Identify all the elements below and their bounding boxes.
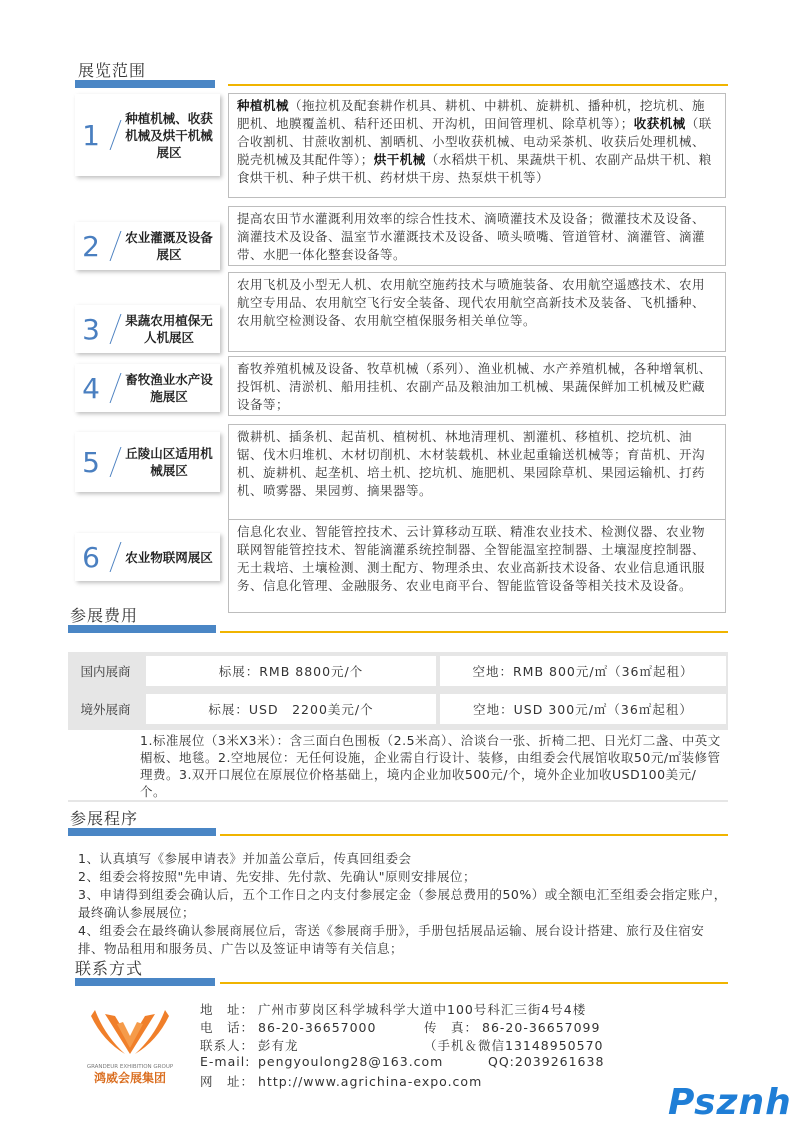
logo-emblem-icon xyxy=(75,996,185,1086)
contact-email: E-mail: pengyoulong28@163.com QQ:2039261638 xyxy=(200,1054,605,1069)
zone-category-items: （联合收割机、甘蔗收割机、割晒机、小型收获机械、电动采茶机、收获后处理机械、脱壳机械及其配件等）； xyxy=(237,116,712,167)
procedure-step: 1、认真填写《参展申请表》并加盖公章后，传真回组委会 xyxy=(78,851,412,866)
email-link[interactable]: pengyoulong28@163.com xyxy=(258,1054,444,1069)
zone-2-description: 提高农田节水灌溉利用效率的综合性技术、滴喷灌技术及设备；微灌技术及设备、滴灌技术及设备、温室节水灌溉技术及设备、喷头喷嘴、管道管材、滴灌管、滴灌带、水肥一体化整套设备等。 xyxy=(228,206,726,266)
zone-category-heading: 种植机械 xyxy=(237,98,290,113)
zone-name: 农业灌溉及设备展区 xyxy=(125,230,213,262)
zone-category-items: （水稻烘干机、果蔬烘干机、农副产品烘干机、粮食烘干机、种子烘干机、药材烘干房、热泵烘干机等） xyxy=(237,152,712,185)
scope-title-bar xyxy=(75,80,215,88)
zone-number: 2 xyxy=(82,229,100,263)
zone-number: 1 xyxy=(82,118,100,152)
zone-6-description: 信息化农业、智能管控技术、云计算移动互联、精准农业技术、检测仪器、农业物联网智能管控技术、智能滴灌系统控制器、全智能温室控制器、土壤湿度控制器、无土栽培、土壤检测、测土配方、物理杀虫、农业高新技术设备、农业信息通讯服务、信息化管理、金融服务、农业电商平台、智能监管设备等相关技术及设备。 xyxy=(228,519,726,613)
procedure-title-bar xyxy=(68,828,216,836)
zone-category-heading: 烘干机械 xyxy=(373,152,426,167)
contact-address: 地 址： 广州市萝岗区科学城科学大道中100号科汇三街4号4楼 xyxy=(200,1002,587,1017)
scope-title-line xyxy=(228,84,728,86)
fee-space: 空地：USD 300元/㎡（36㎡起租） xyxy=(440,694,726,724)
procedure-step: 3、申请得到组委会确认后，五个工作日之内支付参展定金（参展总费用的50%）或全额电汇至组委会指定账户，最终确认参展展位； xyxy=(78,887,727,920)
fee-title-line xyxy=(220,631,728,633)
zone-4-description: 畜牧养殖机械及设备、牧草机械（系列）、渔业机械、水产养殖机械，各种增氧机、投饵机、清淤机、船用挂机、农副产品及粮油加工机械、果蔬保鲜加工机械及贮藏设备等； xyxy=(228,356,726,416)
svg-text:鸿威会展集团: 鸿威会展集团 xyxy=(93,1071,167,1085)
fee-standard: 标展：RMB 8800元/个 xyxy=(146,656,436,686)
zone-1-label xyxy=(75,94,220,176)
fee-section-title: 参展费用 xyxy=(70,606,139,625)
zone-name: 畜牧渔业水产设施展区 xyxy=(125,372,213,404)
procedure-step: 2、组委会将按照"先申请、先安排、先付款、先确认"原则安排展位； xyxy=(78,869,476,884)
fee-row-notes xyxy=(68,728,728,802)
fee-title-bar xyxy=(68,625,216,633)
zone-3-description: 农用飞机及小型无人机、农用航空施药技术与喷施装备、农用航空遥感技术、农用航空专用品、农用航空飞行安全装备、现代农用航空高新技术及装备、飞机播种、农用航空检测设备、农用航空植保服务相关单位等。 xyxy=(228,272,726,352)
zone-category-heading: 收获机械 xyxy=(633,116,686,131)
company-logo xyxy=(75,996,185,1086)
procedure-section-title: 参展程序 xyxy=(70,809,139,828)
zone-1-description xyxy=(228,93,726,198)
zone-name: 丘陵山区适用机械展区 xyxy=(125,446,213,478)
svg-text:GRANDEUR EXHIBITION GROUP: GRANDEUR EXHIBITION GROUP xyxy=(86,1064,174,1070)
fee-label: 境外展商 xyxy=(80,702,131,717)
contact-title-line xyxy=(220,982,728,984)
zone-3-label xyxy=(75,305,220,353)
zone-6-label xyxy=(75,533,220,581)
scope-section-title: 展览范围 xyxy=(78,61,147,80)
zone-5-label xyxy=(75,432,220,492)
zone-4-label xyxy=(75,364,220,412)
procedure-title-line xyxy=(220,834,728,836)
zone-5-description: 微耕机、插条机、起苗机、植树机、林地清理机、割灌机、移植机、挖坑机、油锯、伐木归堆机、木材切削机、木材装载机、林业起重输送机械等；育苗机、开沟机、旋耕机、起垄机、培土机、挖坑机、施肥机、果园除草机、果园运输机、打药机、喷雾器、果园剪、摘果器等。 xyxy=(228,424,726,520)
contact-section-title: 联系方式 xyxy=(75,959,144,978)
zone-number: 6 xyxy=(82,540,100,574)
zone-name: 农业物联网展区 xyxy=(125,549,213,565)
fee-row-overseas xyxy=(68,690,728,728)
zone-number: 3 xyxy=(82,312,100,346)
fee-notes-text: 1.标准展位（3米X3米）：含三面白色围板（2.5米高）、洽谈台一张、折椅二把、日光灯二盏、中英文楣板、地毯。2.空地展位：无任何设施，企业需自行设计、装修，由组委会代展馆收取50元/㎡装修管理费。3.双开口展位在原展位价格基础上，境内企业加收500元/个，境外企业加收USD100美元/个。 xyxy=(68,730,728,800)
zone-number: 4 xyxy=(82,371,100,405)
fee-row-domestic xyxy=(68,652,728,690)
procedure-step: 4、组委会在最终确认参展商展位后，寄送《参展商手册》，手册包括展品运输、展台设计搭建、旅行及住宿安排、物品租用和服务员、广告以及签证申请等有关信息； xyxy=(78,923,705,956)
contact-person: 联系人： 彭有龙 （手机＆微信13148950570 xyxy=(200,1038,604,1053)
zone-name: 种植机械、收获机械及烘干机械展区 xyxy=(125,110,213,160)
website-link[interactable]: http://www.agrichina-expo.com xyxy=(258,1074,483,1089)
zone-2-label xyxy=(75,222,220,270)
watermark: Psznh xyxy=(668,1082,792,1123)
zone-name: 果蔬农用植保无人机展区 xyxy=(125,313,213,345)
fee-label: 国内展商 xyxy=(80,664,131,679)
fee-standard: 标展：USD 2200美元/个 xyxy=(146,694,436,724)
contact-phone: 电 话： 86-20-36657000 传 真： 86-20-36657099 xyxy=(200,1020,601,1035)
zone-number: 5 xyxy=(82,445,100,479)
zone-category-items: （拖拉机及配套耕作机具、耕机、中耕机、旋耕机、播种机，挖坑机、施肥机、地膜覆盖机、秸秆还田机、开沟机，田间管理机、除草机等）； xyxy=(237,98,706,131)
contact-title-bar xyxy=(75,978,215,986)
contact-website: 网 址： http://www.agrichina-expo.com xyxy=(200,1074,483,1089)
fee-space: 空地：RMB 800元/㎡（36㎡起租） xyxy=(440,656,726,686)
